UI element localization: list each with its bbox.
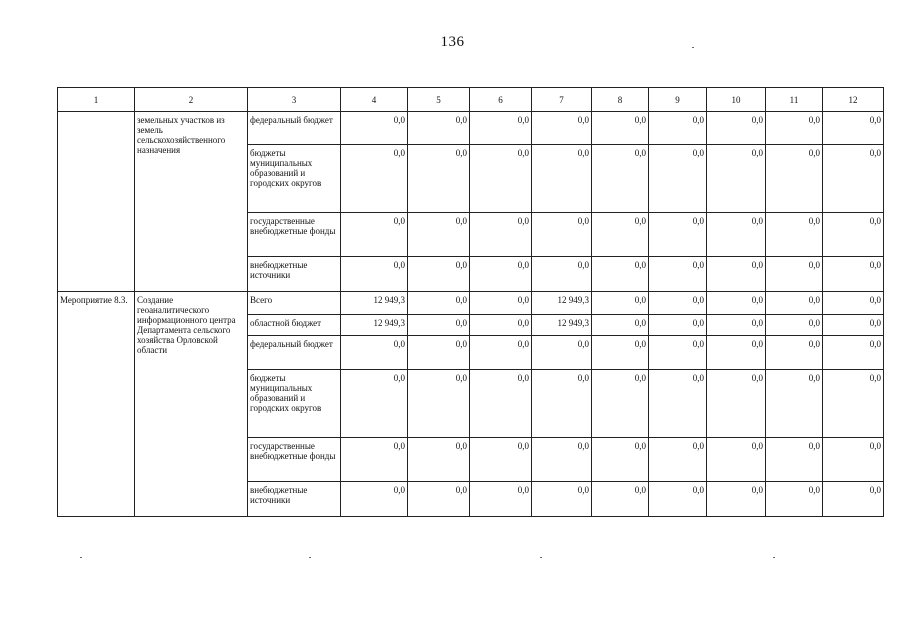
amount-cell: 0,0 (470, 257, 532, 292)
funding-source-cell: государственные внебюджетные фонды (248, 438, 341, 482)
amount-cell: 0,0 (766, 292, 823, 315)
column-header-6: 6 (470, 88, 532, 112)
column-header-2: 2 (135, 88, 248, 112)
column-header-12: 12 (823, 88, 884, 112)
amount-cell: 0,0 (408, 438, 470, 482)
amount-cell: 0,0 (532, 438, 592, 482)
amount-cell: 0,0 (470, 145, 532, 213)
page-number: 136 (440, 34, 465, 50)
amount-cell: 0,0 (470, 112, 532, 145)
amount-cell: 0,0 (766, 315, 823, 336)
event-cell (58, 112, 135, 292)
scan-artifact (540, 557, 542, 558)
column-header-7: 7 (532, 88, 592, 112)
amount-cell: 0,0 (408, 292, 470, 315)
amount-cell: 0,0 (470, 336, 532, 370)
amount-cell: 0,0 (532, 213, 592, 257)
amount-cell: 0,0 (766, 482, 823, 517)
amount-cell: 0,0 (532, 370, 592, 438)
amount-cell: 0,0 (592, 145, 649, 213)
column-header-5: 5 (408, 88, 470, 112)
amount-cell: 0,0 (649, 315, 707, 336)
amount-cell: 0,0 (341, 112, 408, 145)
amount-cell: 12 949,3 (532, 292, 592, 315)
amount-cell: 0,0 (408, 315, 470, 336)
amount-cell: 0,0 (823, 292, 884, 315)
scan-artifact (692, 47, 694, 48)
amount-cell: 0,0 (707, 145, 766, 213)
funding-source-cell: федеральный бюджет (248, 112, 341, 145)
amount-cell: 0,0 (766, 213, 823, 257)
amount-cell: 0,0 (408, 145, 470, 213)
amount-cell: 0,0 (766, 336, 823, 370)
amount-cell: 0,0 (592, 257, 649, 292)
amount-cell: 0,0 (649, 336, 707, 370)
scan-artifact (773, 557, 775, 558)
amount-cell: 0,0 (408, 112, 470, 145)
amount-cell: 0,0 (408, 213, 470, 257)
amount-cell: 0,0 (823, 370, 884, 438)
amount-cell: 0,0 (592, 213, 649, 257)
column-header-11: 11 (766, 88, 823, 112)
amount-cell: 0,0 (707, 112, 766, 145)
amount-cell: 0,0 (592, 482, 649, 517)
amount-cell: 0,0 (649, 438, 707, 482)
amount-cell: 0,0 (649, 213, 707, 257)
amount-cell: 0,0 (707, 257, 766, 292)
amount-cell: 0,0 (470, 213, 532, 257)
amount-cell: 0,0 (341, 336, 408, 370)
amount-cell: 0,0 (823, 257, 884, 292)
amount-cell: 0,0 (707, 336, 766, 370)
column-header-9: 9 (649, 88, 707, 112)
amount-cell: 0,0 (707, 370, 766, 438)
column-header-8: 8 (592, 88, 649, 112)
amount-cell: 0,0 (470, 438, 532, 482)
amount-cell: 0,0 (766, 257, 823, 292)
amount-cell: 0,0 (470, 292, 532, 315)
amount-cell: 0,0 (408, 336, 470, 370)
amount-cell: 0,0 (649, 112, 707, 145)
column-header-10: 10 (707, 88, 766, 112)
amount-cell: 0,0 (532, 145, 592, 213)
amount-cell: 0,0 (341, 370, 408, 438)
amount-cell: 0,0 (707, 438, 766, 482)
funding-source-cell: государственные внебюджетные фонды (248, 213, 341, 257)
event-cell: Мероприятие 8.3. (58, 292, 135, 517)
amount-cell: 0,0 (649, 370, 707, 438)
amount-cell: 0,0 (341, 257, 408, 292)
amount-cell: 0,0 (592, 315, 649, 336)
amount-cell: 0,0 (341, 213, 408, 257)
amount-cell: 0,0 (823, 112, 884, 145)
amount-cell: 0,0 (341, 145, 408, 213)
amount-cell: 0,0 (532, 257, 592, 292)
scan-artifact (309, 557, 311, 558)
amount-cell: 0,0 (766, 370, 823, 438)
column-header-1: 1 (58, 88, 135, 112)
amount-cell: 0,0 (823, 482, 884, 517)
amount-cell: 0,0 (408, 482, 470, 517)
amount-cell: 0,0 (649, 145, 707, 213)
amount-cell: 12 949,3 (341, 315, 408, 336)
table-row (58, 112, 884, 145)
amount-cell: 12 949,3 (532, 315, 592, 336)
amount-cell: 0,0 (408, 370, 470, 438)
funding-source-cell: бюджеты муниципальных образований и городских округов (248, 370, 341, 438)
amount-cell: 12 949,3 (341, 292, 408, 315)
table-header-row (58, 88, 884, 112)
table-row (58, 292, 884, 315)
amount-cell: 0,0 (470, 315, 532, 336)
amount-cell: 0,0 (592, 112, 649, 145)
amount-cell: 0,0 (766, 112, 823, 145)
amount-cell: 0,0 (532, 482, 592, 517)
funding-source-cell: внебюджетные источники (248, 257, 341, 292)
amount-cell: 0,0 (823, 145, 884, 213)
funding-source-cell: Всего (248, 292, 341, 315)
amount-cell: 0,0 (592, 438, 649, 482)
scan-artifact (80, 557, 82, 558)
amount-cell: 0,0 (470, 370, 532, 438)
amount-cell: 0,0 (532, 112, 592, 145)
amount-cell: 0,0 (592, 292, 649, 315)
amount-cell: 0,0 (470, 482, 532, 517)
amount-cell: 0,0 (592, 370, 649, 438)
amount-cell: 0,0 (766, 438, 823, 482)
amount-cell: 0,0 (341, 438, 408, 482)
funding-source-cell: федеральный бюджет (248, 336, 341, 370)
amount-cell: 0,0 (766, 145, 823, 213)
amount-cell: 0,0 (649, 292, 707, 315)
amount-cell: 0,0 (341, 482, 408, 517)
amount-cell: 0,0 (649, 257, 707, 292)
event-name-cell: Создание геоаналитического информационного центра Департамента сельского хозяйства Орловской области (135, 292, 248, 517)
column-header-3: 3 (248, 88, 341, 112)
amount-cell: 0,0 (649, 482, 707, 517)
amount-cell: 0,0 (707, 482, 766, 517)
event-name-cell: земельных участков из земель сельскохозяйственного назначения (135, 112, 248, 292)
amount-cell: 0,0 (823, 213, 884, 257)
amount-cell: 0,0 (532, 336, 592, 370)
budget-table (57, 87, 884, 517)
funding-source-cell: областной бюджет (248, 315, 341, 336)
column-header-4: 4 (341, 88, 408, 112)
amount-cell: 0,0 (823, 438, 884, 482)
amount-cell: 0,0 (592, 336, 649, 370)
funding-source-cell: бюджеты муниципальных образований и городских округов (248, 145, 341, 213)
amount-cell: 0,0 (408, 257, 470, 292)
amount-cell: 0,0 (707, 292, 766, 315)
amount-cell: 0,0 (707, 315, 766, 336)
amount-cell: 0,0 (823, 336, 884, 370)
funding-source-cell: внебюджетные источники (248, 482, 341, 517)
amount-cell: 0,0 (823, 315, 884, 336)
amount-cell: 0,0 (707, 213, 766, 257)
